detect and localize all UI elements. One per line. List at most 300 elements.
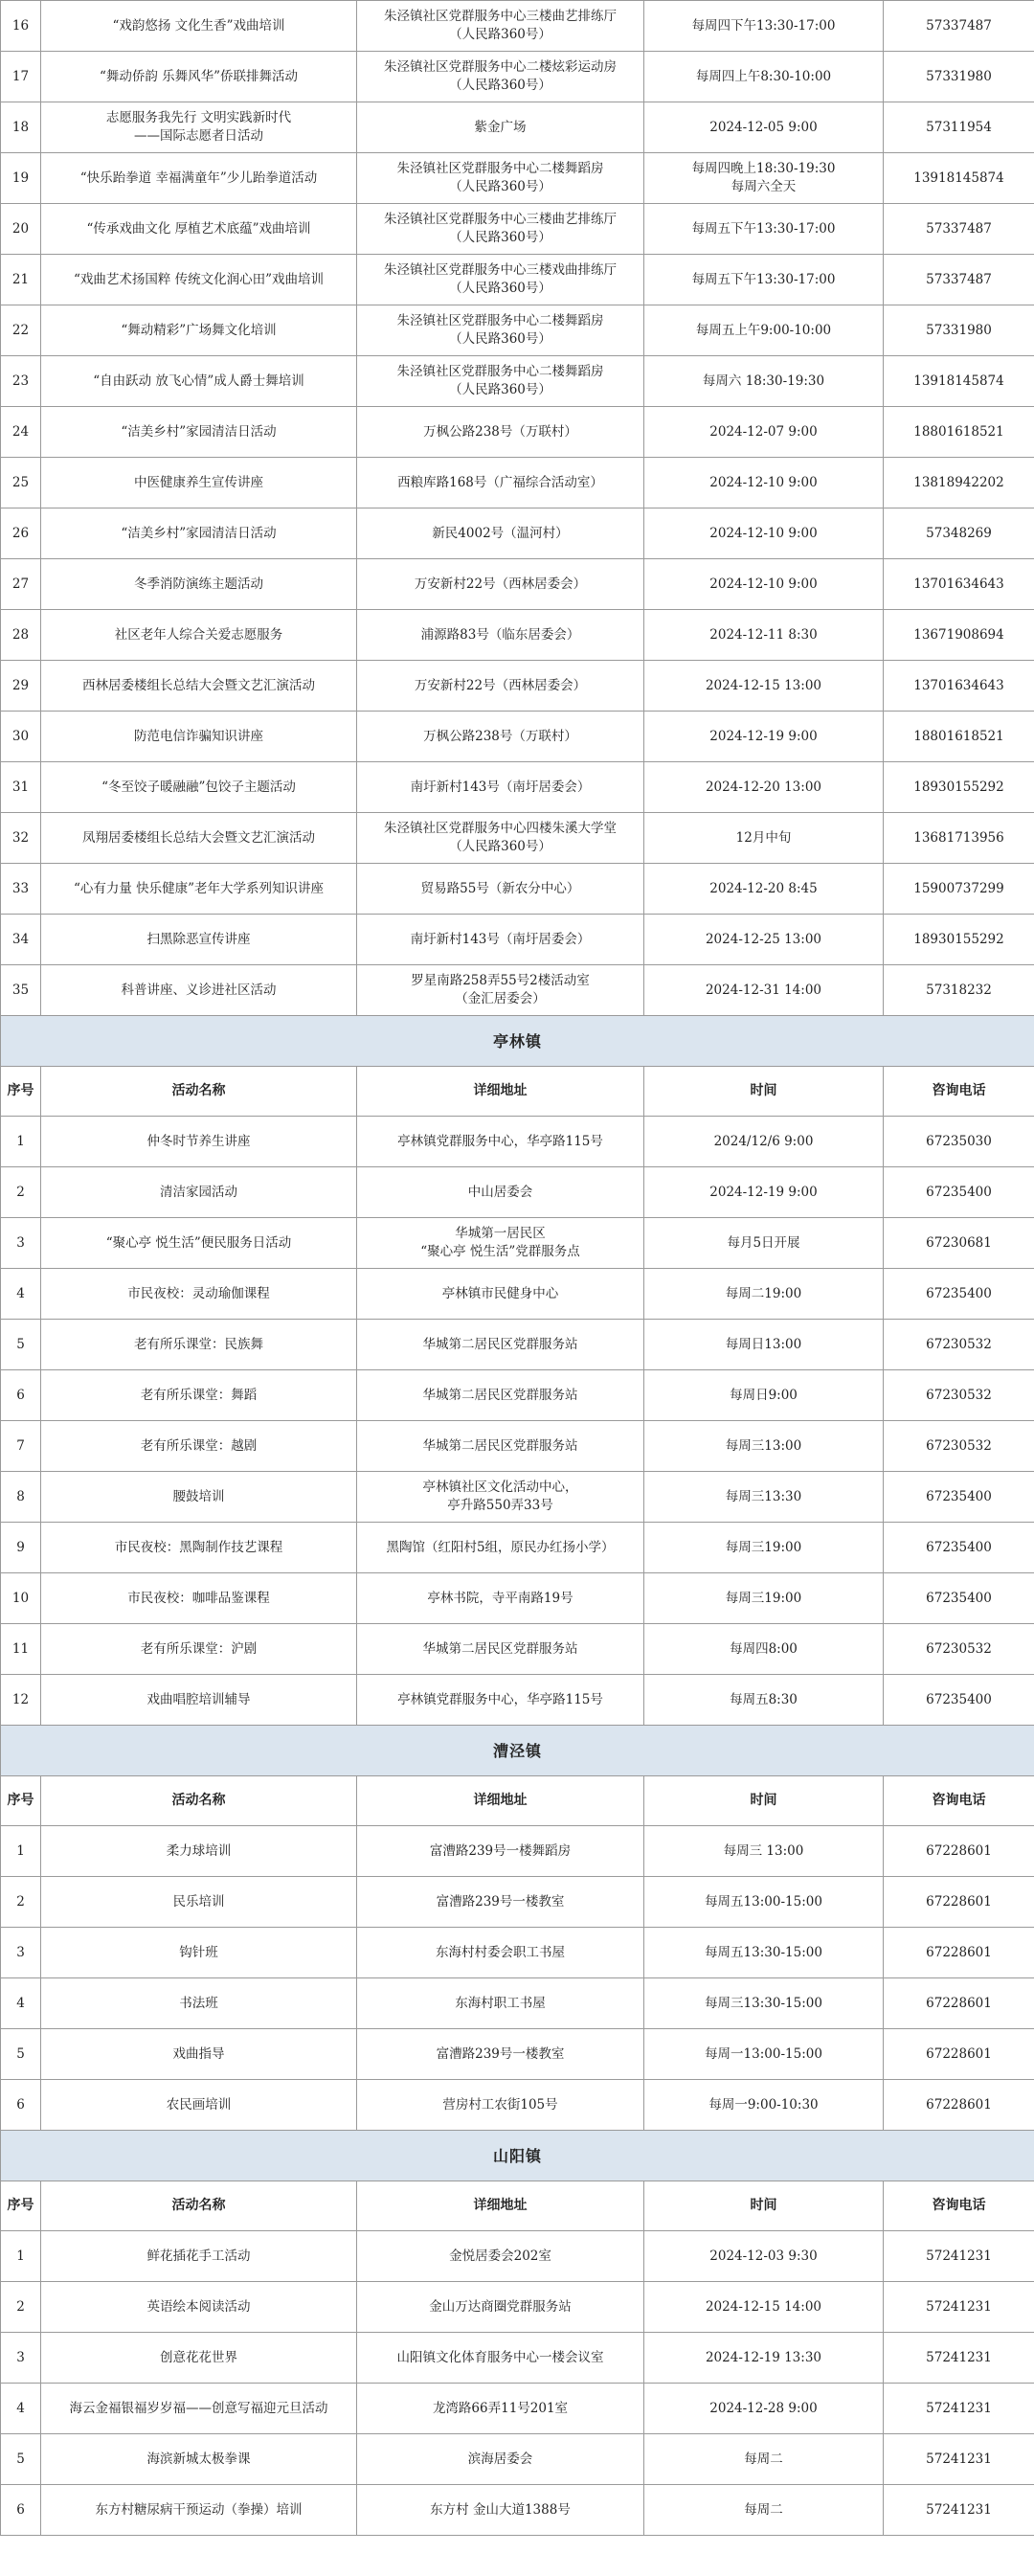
- cell-line: 每周二19:00: [725, 1285, 802, 1301]
- cell-line: 2024-12-11 8:30: [709, 626, 818, 643]
- row-number: 18: [1, 102, 41, 153]
- table-row: [1, 2434, 1034, 2485]
- activity-address: [357, 1421, 644, 1472]
- table-row: [1, 1523, 1034, 1573]
- cell-line: 老有所乐课堂：沪剧: [140, 1640, 258, 1657]
- cell-line: 华城第一居民区: [455, 1226, 546, 1241]
- column-header: 详细地址: [357, 1776, 644, 1826]
- cell-line: （金汇居委会）: [455, 991, 546, 1006]
- table-row: [1, 204, 1034, 255]
- activity-name: [41, 1370, 357, 1421]
- cell-line: ——国际志愿者日活动: [134, 128, 263, 144]
- activity-name: [41, 2485, 357, 2536]
- cell-line: 2024-12-19 9:00: [709, 1184, 818, 1200]
- contact-phone: 67228601: [884, 1877, 1034, 1928]
- row-number: 10: [1, 1573, 41, 1624]
- row-number: 4: [1, 1269, 41, 1320]
- row-number: 6: [1, 2485, 41, 2536]
- cell-line: “聚心亭 悦生活”党群服务点: [420, 1244, 580, 1259]
- activity-address: [357, 2333, 644, 2384]
- table-row: [1, 1167, 1034, 1218]
- cell-line: 每周五下午13:30-17:00: [691, 220, 836, 237]
- row-number: 6: [1, 2080, 41, 2131]
- activity-address: [357, 813, 644, 864]
- activity-time: [644, 2080, 884, 2131]
- contact-phone: 13701634643: [884, 559, 1034, 610]
- activity-time: [644, 559, 884, 610]
- activity-time: [644, 610, 884, 661]
- column-header: 活动名称: [41, 2181, 357, 2231]
- contact-phone: 57318232: [884, 965, 1034, 1016]
- cell-line: 黑陶馆（红阳村5组，原民办红扬小学）: [386, 1539, 615, 1555]
- cell-line: 亭林镇社区文化活动中心，: [422, 1480, 578, 1495]
- section-title: 山阳镇: [1, 2131, 1034, 2181]
- row-number: 11: [1, 1624, 41, 1675]
- row-number: 3: [1, 1218, 41, 1269]
- cell-line: 每周五13:30-15:00: [705, 1944, 822, 1960]
- cell-line: 2024-12-19 13:30: [705, 2349, 822, 2365]
- activity-name: [41, 1, 357, 52]
- cell-line: 凤翔居委楼组长总结大会暨文艺汇演活动: [82, 829, 315, 846]
- cell-line: 冬季消防演练主题活动: [134, 576, 263, 592]
- row-number: 2: [1, 1167, 41, 1218]
- cell-line: 金山万达商圈党群服务站: [429, 2298, 572, 2315]
- table-row: [1, 508, 1034, 559]
- table-row: [1, 2485, 1034, 2536]
- table-row: [1, 1877, 1034, 1928]
- cell-line: 每周三13:30: [725, 1488, 802, 1504]
- table-row: [1, 1928, 1034, 1978]
- cell-line: 每周四下午13:30-17:00: [691, 17, 836, 34]
- cell-line: 2024-12-28 9:00: [709, 2400, 818, 2416]
- column-header: 序号: [1, 1067, 41, 1117]
- table-row: [1, 1, 1034, 52]
- contact-phone: 67235030: [884, 1117, 1034, 1167]
- column-header: 咨询电话: [884, 2181, 1034, 2231]
- cell-line: “洁美乡村”家园清洁日活动: [121, 423, 277, 440]
- activity-name: [41, 153, 357, 204]
- cell-line: 山阳镇文化体育服务中心一楼会议室: [396, 2349, 604, 2365]
- cell-line: 市民夜校：咖啡品鉴课程: [127, 1590, 270, 1606]
- row-number: 3: [1, 1928, 41, 1978]
- activity-name: [41, 965, 357, 1016]
- activity-address: [357, 2029, 644, 2080]
- activity-address: [357, 1167, 644, 1218]
- activity-name: [41, 2231, 357, 2282]
- activity-time: [644, 661, 884, 712]
- contact-phone: 18930155292: [884, 762, 1034, 813]
- cell-line: 金悦居委会202室: [449, 2248, 551, 2264]
- column-header: 咨询电话: [884, 1776, 1034, 1826]
- row-number: 5: [1, 1320, 41, 1370]
- activity-address: [357, 1675, 644, 1726]
- row-number: 12: [1, 1675, 41, 1726]
- column-header: 详细地址: [357, 1067, 644, 1117]
- cell-line: 每周三 13:00: [723, 1842, 804, 1859]
- cell-line: 万枫公路238号（万联村）: [423, 423, 577, 440]
- activity-address: [357, 458, 644, 508]
- contact-phone: 15900737299: [884, 864, 1034, 915]
- table-row: [1, 1573, 1034, 1624]
- activity-time: [644, 1472, 884, 1523]
- cell-line: 2024-12-10 9:00: [709, 525, 818, 541]
- contact-phone: 13681713956: [884, 813, 1034, 864]
- activity-time: [644, 407, 884, 458]
- cell-line: 亭林镇市民健身中心: [441, 1285, 559, 1301]
- cell-line: 2024-12-15 14:00: [705, 2298, 822, 2315]
- cell-line: 朱泾镇社区党群服务中心二楼舞蹈房: [396, 161, 604, 176]
- cell-line: 紫金广场: [474, 119, 527, 135]
- activity-address: [357, 2485, 644, 2536]
- activity-time: [644, 2485, 884, 2536]
- cell-line: 西林居委楼组长总结大会暨文艺汇演活动: [82, 677, 315, 693]
- row-number: 20: [1, 204, 41, 255]
- table-row: [1, 2029, 1034, 2080]
- activity-address: [357, 305, 644, 356]
- contact-phone: 57337487: [884, 255, 1034, 305]
- cell-line: 2024-12-25 13:00: [705, 931, 822, 947]
- activity-address: [357, 864, 644, 915]
- activity-time: [644, 1624, 884, 1675]
- row-number: 25: [1, 458, 41, 508]
- cell-line: 新民4002号（温河村）: [432, 525, 569, 541]
- table-row: [1, 356, 1034, 407]
- section-title-row: [1, 1016, 1034, 1067]
- cell-line: 2024-12-03 9:30: [709, 2248, 818, 2264]
- contact-phone: 67228601: [884, 1978, 1034, 2029]
- cell-line: 每周三19:00: [725, 1590, 802, 1606]
- cell-line: 每周三13:30-15:00: [705, 1995, 822, 2011]
- cell-line: 每周二: [744, 2501, 783, 2518]
- table-row: [1, 458, 1034, 508]
- cell-line: 中医健康养生宣传讲座: [134, 474, 263, 490]
- activity-time: [644, 2333, 884, 2384]
- activity-time: [644, 1826, 884, 1877]
- activity-name: [41, 1675, 357, 1726]
- activity-address: [357, 2080, 644, 2131]
- activity-address: [357, 153, 644, 204]
- activity-name: [41, 1928, 357, 1978]
- cell-line: 每周三19:00: [725, 1539, 802, 1555]
- activity-time: [644, 1928, 884, 1978]
- cell-line: 民乐培训: [172, 1893, 225, 1909]
- activity-time: [644, 762, 884, 813]
- activity-name: [41, 407, 357, 458]
- row-number: 1: [1, 2231, 41, 2282]
- contact-phone: 57337487: [884, 204, 1034, 255]
- cell-line: 书法班: [179, 1995, 218, 2011]
- cell-line: 亭升路550弄33号: [447, 1498, 553, 1513]
- table-row: [1, 965, 1034, 1016]
- cell-line: “戏曲艺术扬国粹 传统文化润心田”戏曲培训: [73, 271, 325, 287]
- activity-name: [41, 2434, 357, 2485]
- activity-time: [644, 712, 884, 762]
- cell-line: 亭林镇党群服务中心，华亭路115号: [397, 1691, 603, 1707]
- table-row: [1, 153, 1034, 204]
- row-number: 19: [1, 153, 41, 204]
- row-number: 4: [1, 2384, 41, 2434]
- contact-phone: 67230532: [884, 1320, 1034, 1370]
- cell-line: （人民路360号）: [449, 382, 551, 397]
- contact-phone: 67228601: [884, 1826, 1034, 1877]
- activity-time: [644, 1523, 884, 1573]
- activity-time: [644, 1978, 884, 2029]
- cell-line: 2024-12-10 9:00: [709, 474, 818, 490]
- contact-phone: 57241231: [884, 2282, 1034, 2333]
- row-number: 31: [1, 762, 41, 813]
- cell-line: 西粮库路168号（广福综合活动室）: [397, 474, 603, 490]
- cell-line: 腰鼓培训: [172, 1488, 225, 1504]
- table-row: [1, 102, 1034, 153]
- contact-phone: 57348269: [884, 508, 1034, 559]
- row-number: 7: [1, 1421, 41, 1472]
- activity-time: [644, 2231, 884, 2282]
- cell-line: 每周一13:00-15:00: [705, 2045, 822, 2062]
- cell-line: 每周四上午8:30-10:00: [695, 68, 832, 84]
- activity-address: [357, 356, 644, 407]
- activity-address: [357, 915, 644, 965]
- cell-line: 2024/12/6 9:00: [713, 1133, 814, 1149]
- row-number: 16: [1, 1, 41, 52]
- table-row: [1, 1269, 1034, 1320]
- cell-line: 每周五8:30: [730, 1691, 798, 1707]
- cell-line: 老有所乐课堂：越剧: [140, 1437, 258, 1454]
- contact-phone: 67228601: [884, 2080, 1034, 2131]
- activity-time: [644, 1117, 884, 1167]
- activity-time: [644, 2384, 884, 2434]
- cell-line: 万安新村22号（西林居委会）: [414, 576, 587, 592]
- row-number: 9: [1, 1523, 41, 1573]
- activity-time: [644, 102, 884, 153]
- cell-line: 市民夜校：黑陶制作技艺课程: [114, 1539, 283, 1555]
- section-title-row: [1, 1726, 1034, 1776]
- activity-address: [357, 2384, 644, 2434]
- table-row: [1, 2080, 1034, 2131]
- activity-address: [357, 102, 644, 153]
- activity-address: [357, 559, 644, 610]
- activity-time: [644, 965, 884, 1016]
- activity-time: [644, 458, 884, 508]
- row-number: 2: [1, 1877, 41, 1928]
- cell-line: 东海村村委会职工书屋: [436, 1944, 565, 1960]
- activity-name: [41, 1269, 357, 1320]
- cell-line: “戏韵悠扬 文化生香”戏曲培训: [112, 17, 285, 34]
- activity-address: [357, 965, 644, 1016]
- cell-line: 仲冬时节养生讲座: [146, 1133, 251, 1149]
- activity-name: [41, 2384, 357, 2434]
- activity-address: [357, 2434, 644, 2485]
- row-number: 1: [1, 1826, 41, 1877]
- cell-line: 创意花花世界: [160, 2349, 237, 2365]
- row-number: 34: [1, 915, 41, 965]
- activity-name: [41, 1421, 357, 1472]
- contact-phone: 57241231: [884, 2485, 1034, 2536]
- activity-address: [357, 2282, 644, 2333]
- cell-line: “自由跃动 放飞心情”成人爵士舞培训: [93, 373, 304, 389]
- contact-phone: 57241231: [884, 2333, 1034, 2384]
- column-header: 时间: [644, 2181, 884, 2231]
- cell-line: “传承戏曲文化 厚植艺术底蕴”戏曲培训: [86, 220, 311, 237]
- column-header: 活动名称: [41, 1067, 357, 1117]
- cell-line: 朱泾镇社区党群服务中心四楼朱溪大学堂: [384, 821, 617, 836]
- table-row: [1, 1675, 1034, 1726]
- cell-line: 每周二: [744, 2451, 783, 2467]
- table-row: [1, 2282, 1034, 2333]
- cell-line: 南圩新村143号（南圩居委会）: [410, 779, 591, 795]
- activity-name: [41, 712, 357, 762]
- activity-address: [357, 1523, 644, 1573]
- cell-line: 戏曲唱腔培训辅导: [146, 1691, 251, 1707]
- activity-name: [41, 1472, 357, 1523]
- activity-time: [644, 864, 884, 915]
- contact-phone: 57241231: [884, 2231, 1034, 2282]
- activity-address: [357, 1269, 644, 1320]
- activity-address: [357, 1573, 644, 1624]
- activity-address: [357, 610, 644, 661]
- contact-phone: 67230532: [884, 1421, 1034, 1472]
- table-row: [1, 2231, 1034, 2282]
- cell-line: （人民路360号）: [449, 27, 551, 42]
- activity-name: [41, 508, 357, 559]
- contact-phone: 13701634643: [884, 661, 1034, 712]
- column-header: 详细地址: [357, 2181, 644, 2231]
- activity-name: [41, 762, 357, 813]
- cell-line: 英语绘本阅读活动: [146, 2298, 251, 2315]
- activity-time: [644, 2434, 884, 2485]
- activity-name: [41, 1877, 357, 1928]
- row-number: 27: [1, 559, 41, 610]
- activity-address: [357, 1826, 644, 1877]
- activity-address: [357, 1, 644, 52]
- activity-time: [644, 204, 884, 255]
- cell-line: 钩针班: [179, 1944, 218, 1960]
- table-row: [1, 762, 1034, 813]
- contact-phone: 13818942202: [884, 458, 1034, 508]
- cell-line: 清洁家园活动: [160, 1184, 237, 1200]
- activity-name: [41, 661, 357, 712]
- cell-line: 2024-12-05 9:00: [709, 119, 818, 135]
- cell-line: 营房村工农街105号: [442, 2096, 558, 2113]
- activity-name: [41, 1320, 357, 1370]
- cell-line: 每周四晚上18:30-19:30: [691, 161, 836, 176]
- table-row: [1, 915, 1034, 965]
- cell-line: （人民路360号）: [449, 78, 551, 93]
- activity-time: [644, 52, 884, 102]
- activity-address: [357, 1472, 644, 1523]
- header-row: [1, 1067, 1034, 1117]
- table-row: [1, 864, 1034, 915]
- cell-line: 海云金福银福岁岁福——创意写福迎元旦活动: [69, 2400, 328, 2416]
- contact-phone: 13918145874: [884, 153, 1034, 204]
- activity-time: [644, 1877, 884, 1928]
- row-number: 5: [1, 2434, 41, 2485]
- activity-address: [357, 1877, 644, 1928]
- contact-phone: 67228601: [884, 1928, 1034, 1978]
- row-number: 30: [1, 712, 41, 762]
- activity-name: [41, 915, 357, 965]
- cell-line: 华城第二居民区党群服务站: [422, 1336, 578, 1352]
- activity-name: [41, 1523, 357, 1573]
- activity-address: [357, 508, 644, 559]
- header-row: [1, 2181, 1034, 2231]
- activity-address: [357, 2231, 644, 2282]
- row-number: 6: [1, 1370, 41, 1421]
- contact-phone: 67235400: [884, 1675, 1034, 1726]
- cell-line: 华城第二居民区党群服务站: [422, 1640, 578, 1657]
- activity-name: [41, 52, 357, 102]
- table-row: [1, 305, 1034, 356]
- cell-line: 社区老年人综合关爱志愿服务: [114, 626, 283, 643]
- activity-address: [357, 1978, 644, 2029]
- section-title-row: [1, 2131, 1034, 2181]
- cell-line: 万安新村22号（西林居委会）: [414, 677, 587, 693]
- table-row: [1, 1978, 1034, 2029]
- activity-address: [357, 407, 644, 458]
- row-number: 35: [1, 965, 41, 1016]
- activity-name: [41, 356, 357, 407]
- activity-time: [644, 1269, 884, 1320]
- row-number: 32: [1, 813, 41, 864]
- row-number: 29: [1, 661, 41, 712]
- activity-address: [357, 661, 644, 712]
- cell-line: 朱泾镇社区党群服务中心三楼曲艺排练厅: [384, 212, 617, 227]
- cell-line: 2024-12-15 13:00: [705, 677, 822, 693]
- cell-line: 每周日13:00: [725, 1336, 802, 1352]
- activity-time: [644, 1218, 884, 1269]
- table-row: [1, 1218, 1034, 1269]
- cell-line: “心有力量 快乐健康”老年大学系列知识讲座: [73, 880, 325, 896]
- row-number: 33: [1, 864, 41, 915]
- activity-name: [41, 864, 357, 915]
- cell-line: （人民路360号）: [449, 281, 551, 296]
- cell-line: 朱泾镇社区党群服务中心二楼舞蹈房: [396, 364, 604, 379]
- row-number: 5: [1, 2029, 41, 2080]
- activity-time: [644, 356, 884, 407]
- cell-line: “冬至饺子暖融融”包饺子主题活动: [101, 779, 296, 795]
- table-row: [1, 712, 1034, 762]
- section-title: 漕泾镇: [1, 1726, 1034, 1776]
- table-row: [1, 2333, 1034, 2384]
- cell-line: 朱泾镇社区党群服务中心三楼曲艺排练厅: [384, 9, 617, 24]
- cell-line: 南圩新村143号（南圩居委会）: [410, 931, 591, 947]
- contact-phone: 67235400: [884, 1523, 1034, 1573]
- cell-line: （人民路360号）: [449, 230, 551, 245]
- table-row: [1, 407, 1034, 458]
- cell-line: 富漕路239号一楼舞蹈房: [429, 1842, 572, 1859]
- cell-line: 每周六全天: [731, 179, 797, 194]
- activity-time: [644, 1370, 884, 1421]
- table-row: [1, 1421, 1034, 1472]
- cell-line: 每月5日开展: [727, 1234, 800, 1251]
- activity-time: [644, 1167, 884, 1218]
- cell-line: 滨海居委会: [467, 2451, 533, 2467]
- activity-address: [357, 1928, 644, 1978]
- cell-line: 2024-12-20 13:00: [705, 779, 822, 795]
- table-row: [1, 661, 1034, 712]
- activity-name: [41, 2282, 357, 2333]
- cell-line: “洁美乡村”家园清洁日活动: [121, 525, 277, 541]
- column-header: 时间: [644, 1067, 884, 1117]
- column-header: 活动名称: [41, 1776, 357, 1826]
- cell-line: 扫黑除恶宣传讲座: [146, 931, 251, 947]
- cell-line: 老有所乐课堂：民族舞: [134, 1336, 263, 1352]
- activity-time: [644, 1675, 884, 1726]
- cell-line: 农民画培训: [166, 2096, 232, 2113]
- activity-time: [644, 305, 884, 356]
- table-row: [1, 610, 1034, 661]
- activity-name: [41, 559, 357, 610]
- cell-line: 中山居委会: [467, 1184, 533, 1200]
